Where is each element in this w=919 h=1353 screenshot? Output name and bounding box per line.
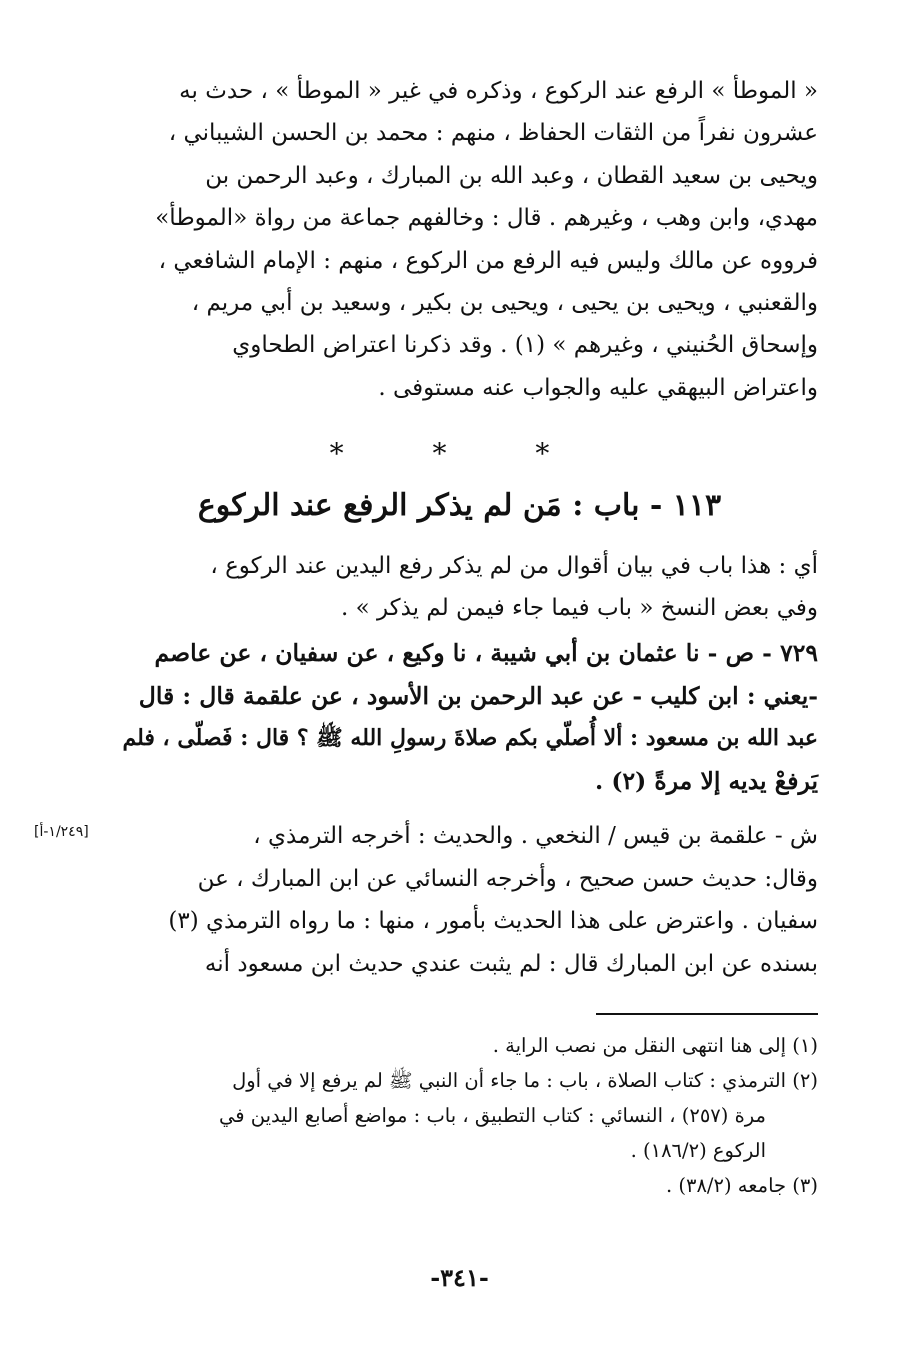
text-line: ويحيى بن سعيد القطان ، وعبد الله بن المبارك ، وعبد الرحمن بن	[205, 162, 818, 189]
footnote-line: (٣) جامعه (٣٨/٢) .	[665, 1174, 818, 1197]
text-line: واعتراض البيهقي عليه والجواب عنه مستوفى .	[378, 374, 818, 401]
text-line: عشرون نفراً من الثقات الحفاظ ، منهم : محمد بن الحسن الشيباني ،	[168, 120, 818, 147]
text-line: سفيان . واعترض على هذا الحديث بأمور ، منها : ما رواه الترمذي (٣)	[168, 908, 818, 935]
continuation-paragraph	[122, 70, 818, 409]
footnote-divider	[596, 1013, 818, 1015]
hadith-text	[122, 632, 818, 802]
text-line: وإسحاق الحُنيني ، وغيرهم » (١) . وقد ذكرنا اعتراض الطحاوي	[232, 332, 818, 359]
footnote-line: الركوع (١٨٦/٢) .	[630, 1139, 766, 1162]
text-line: فرووه عن مالك وليس فيه الرفع من الركوع ، منهم : الإمام الشافعي ،	[158, 247, 818, 274]
footnotes	[122, 1028, 818, 1203]
text-line: وقال: حديث حسن صحيح ، وأخرجه النسائي عن ابن المبارك ، عن	[197, 865, 818, 892]
text-line: -يعني : ابن كليب - عن عبد الرحمن بن الأسود ، عن علقمة قال : قال	[138, 681, 818, 710]
manuscript-ref-marker: [١/٢٤٩-أ]	[34, 824, 89, 840]
commentary-text	[122, 815, 818, 985]
text-line: بسنده عن ابن المبارك قال : لم يثبت عندي حديث ابن مسعود أنه	[204, 950, 818, 977]
footnote-line: مرة (٢٥٧) ، النسائي : كتاب التطبيق ، باب : مواضع أصابع اليدين في	[218, 1104, 766, 1127]
page-number: -٣٤١-	[430, 1263, 489, 1292]
text-line: ش - علقمة بن قيس / النخعي . والحديث : أخرجه الترمذي ،	[253, 823, 818, 849]
section-separator: * * *	[329, 437, 590, 470]
text-line: وفي بعض النسخ « باب فيما جاء فيمن لم يذكر » .	[340, 595, 818, 621]
text-line: ٧٢٩ - ص - نا عثمان بن أبي شيبة ، نا وكيع ، عن سفيان ، عن عاصم	[154, 639, 818, 667]
text-line: عبد الله بن مسعود : ألا أُصلّي بكم صلاةَ رسولِ الله ﷺ ؟ قال : فَصلّى ، فلم	[122, 725, 818, 751]
footnote-line: (٢) الترمذي : كتاب الصلاة ، باب : ما جاء أن النبي ﷺ لم يرفع إلا في أول	[232, 1069, 818, 1092]
text-line: أي : هذا باب في بيان أقوال من لم يذكر رفع اليدين عند الركوع ،	[210, 553, 818, 579]
text-line: مهدي، وابن وهب ، وغيرهم . قال : وخالفهم جماعة من رواة «الموطأ»	[155, 205, 818, 232]
text-line: يَرفعْ يديه إلا مرةً (٢) .	[594, 766, 818, 795]
footnote-line: (١) إلى هنا انتهى النقل من نصب الراية .	[492, 1034, 818, 1057]
chapter-intro	[122, 545, 818, 629]
text-line: « الموطأ » الرفع عند الركوع ، وذكره في غير « الموطأ » ، حدث به	[179, 78, 818, 104]
chapter-title: ١١٣ - باب : مَن لم يذكر الرفع عند الركوع	[197, 488, 722, 523]
text-line: والقعنبي ، ويحيى بن يحيى ، ويحيى بن بكير ، وسعيد بن أبي مريم ،	[191, 290, 818, 317]
